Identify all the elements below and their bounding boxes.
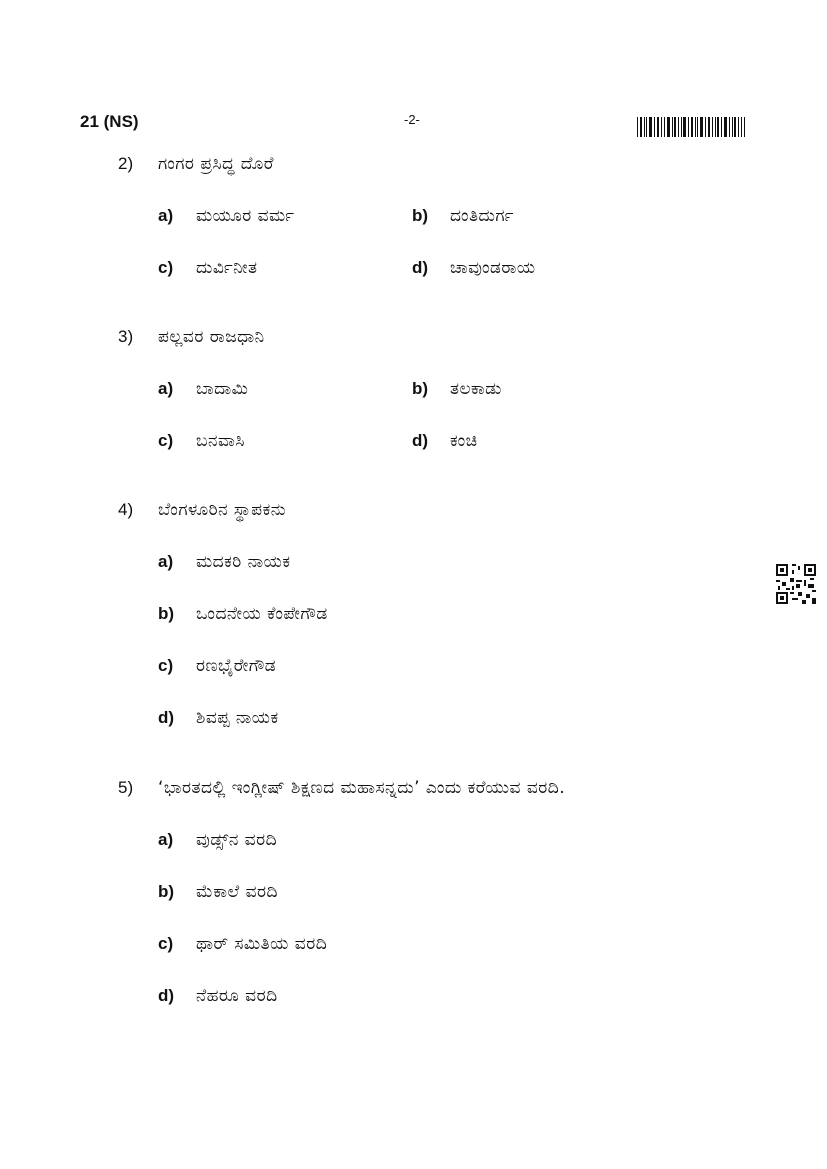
option-5a[interactable] [158, 828, 277, 852]
option-4c[interactable] [158, 654, 276, 678]
page-number: -2- [404, 112, 420, 127]
option-text: ಒಂದನೇಯ ಕೆಂಪೇಗೌಡ [196, 604, 328, 624]
option-letter: c) [158, 656, 174, 675]
option-text: ನೆಹರೂ ವರದಿ [196, 986, 278, 1006]
option-text: ದಂತಿದುರ್ಗ [450, 206, 514, 226]
option-text: ಬನವಾಸಿ [196, 431, 245, 451]
option-letter: c) [158, 258, 174, 277]
option-letter: d) [158, 708, 175, 727]
question-number: 5) [118, 778, 134, 797]
option-text: ಮಯೂರ ವರ್ಮ [196, 206, 295, 226]
option-letter: c) [158, 431, 174, 450]
option-text: ಶಿವಪ್ಪ ನಾಯಕ [196, 708, 279, 728]
question-number: 4) [118, 500, 134, 519]
option-text: ಥಾರ್ ಸಮಿತಿಯ ವರದಿ [196, 934, 328, 954]
barcode-icon [637, 117, 745, 137]
qr-code-icon [776, 564, 816, 604]
option-2a[interactable] [158, 204, 295, 228]
option-2d[interactable] [412, 256, 536, 280]
question-5 [118, 776, 565, 800]
option-3d[interactable] [412, 429, 478, 453]
option-text: ಚಾವುಂಡರಾಯ [450, 258, 536, 278]
option-2c[interactable] [158, 256, 258, 280]
option-text: ಬಾದಾಮಿ [196, 379, 249, 399]
option-text: ರಣಭೈರೇಗೌಡ [196, 656, 277, 676]
option-5b[interactable] [158, 880, 278, 904]
option-4a[interactable] [158, 550, 291, 574]
option-letter: d) [412, 431, 429, 450]
question-text: ಗಂಗರ ಪ್ರಸಿದ್ಧ ದೊರೆ [158, 154, 274, 174]
paper-code: 21 (NS) [80, 112, 139, 131]
question-3 [118, 325, 265, 349]
question-text: ಪಲ್ಲವರ ರಾಜಧಾನಿ [158, 327, 265, 347]
option-letter: b) [412, 379, 429, 398]
option-4d[interactable] [158, 706, 279, 730]
question-number: 2) [118, 154, 134, 173]
option-letter: a) [158, 206, 174, 225]
option-2b[interactable] [412, 204, 514, 228]
option-letter: d) [158, 986, 175, 1005]
option-4b[interactable] [158, 602, 328, 626]
option-text: ಕಂಚಿ [450, 431, 478, 451]
question-number: 3) [118, 327, 134, 346]
option-letter: b) [158, 604, 175, 623]
option-5c[interactable] [158, 932, 327, 956]
option-text: ಮದಕರಿ ನಾಯಕ [196, 552, 291, 572]
option-letter: a) [158, 379, 174, 398]
option-3c[interactable] [158, 429, 245, 453]
option-text: ದುರ್ವಿನೀತ [196, 258, 258, 278]
option-3b[interactable] [412, 377, 502, 401]
option-text: ಮೆಕಾಲೆ ವರದಿ [196, 882, 278, 902]
option-letter: a) [158, 552, 174, 571]
option-letter: a) [158, 830, 174, 849]
question-2 [118, 152, 274, 176]
option-letter: c) [158, 934, 174, 953]
question-text: ‘ಭಾರತದಲ್ಲಿ ಇಂಗ್ಲೀಷ್ ಶಿಕ್ಷಣದ ಮಹಾಸನ್ನದು’ ಎಂದು ಕರೆಯುವ ವರದಿ. [158, 778, 566, 798]
option-3a[interactable] [158, 377, 248, 401]
option-5d[interactable] [158, 984, 278, 1008]
option-letter: b) [158, 882, 175, 901]
option-text: ತಲಕಾಡು [450, 379, 502, 399]
option-letter: b) [412, 206, 429, 225]
option-text: ವುಡ್ಸ್‌ನ ವರದಿ [196, 830, 278, 850]
question-text: ಬೆಂಗಳೂರಿನ ಸ್ಥಾಪಕನು [158, 500, 287, 520]
question-4 [118, 498, 286, 522]
option-letter: d) [412, 258, 429, 277]
